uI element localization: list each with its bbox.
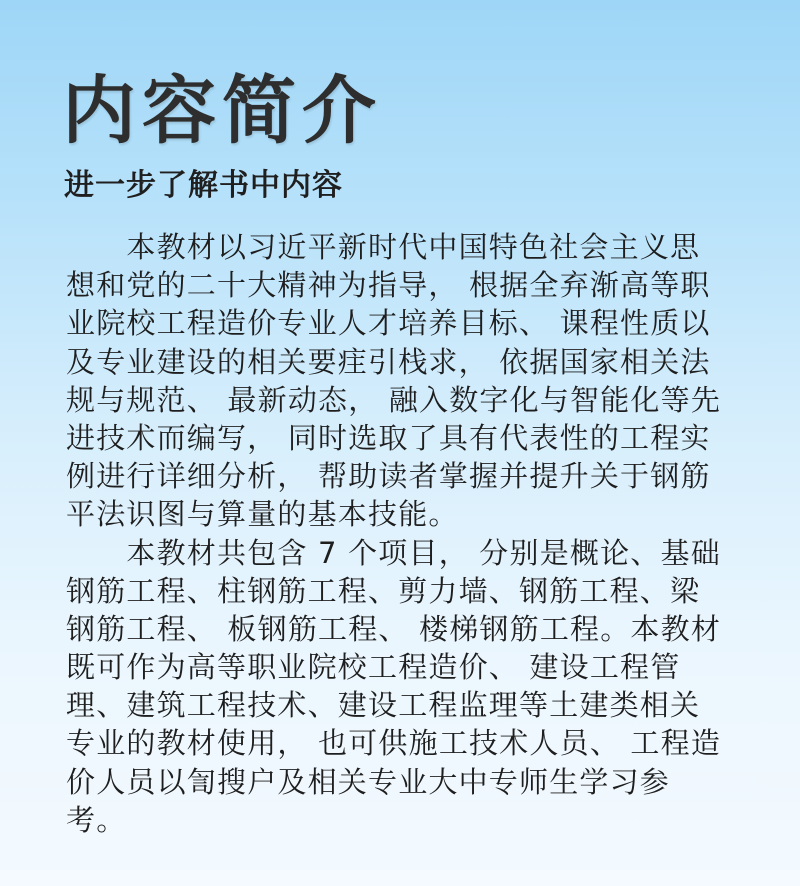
text-line: 本教材共包含 7 个项目， 分别是概论、基础 [66, 535, 721, 570]
text-line: 钢筋工程、柱钢筋工程、剪力墙、钢筋工程、梁 [66, 573, 701, 608]
text-line: 例进行详细分析， 帮助读者掌握并提升关于钢筋 [66, 459, 711, 494]
text-line: 及专业建设的相关要疰引栈求， 依据国家相关法 [66, 344, 711, 379]
page-subtitle: 进一步了解书中内容 [64, 168, 343, 203]
text-line: 理、建筑工程技术、建设工程监理等土建类相关 [66, 688, 701, 723]
paragraph-1 [66, 228, 742, 534]
text-line: 本教材以习近平新时代中国特色社会主义思 [66, 230, 701, 264]
text-line: 规与规范、 最新动态， 融入数字化与智能化等先 [66, 382, 722, 417]
paragraph-2 [66, 534, 742, 840]
text-line: 平法识图与算量的基本技能。 [66, 497, 459, 532]
text-line: 考。 [66, 802, 127, 837]
text-line: 价人员以訇搜户及相关专业大中专师生学习参 [66, 764, 671, 799]
text-line: 钢筋工程、 板钢筋工程、 楼梯钢筋工程。本教材 [66, 611, 722, 646]
text-line: 专业的教材使用， 也可供施工技术人员、 工程造 [66, 726, 722, 761]
page-title: 内容简介 [62, 68, 382, 154]
text-line: 进技术而编写， 同时选取了具有代表性的工程实 [66, 420, 711, 455]
text-line: 业院校工程造价专业人才培养目标、 课程性质以 [66, 306, 711, 341]
body-text [66, 228, 742, 839]
text-line: 想和党的二十大精神为指导， 根据全弃渐高等职 [66, 268, 711, 303]
text-line: 既可作为高等职业院校工程造价、 建设工程管 [66, 650, 681, 685]
